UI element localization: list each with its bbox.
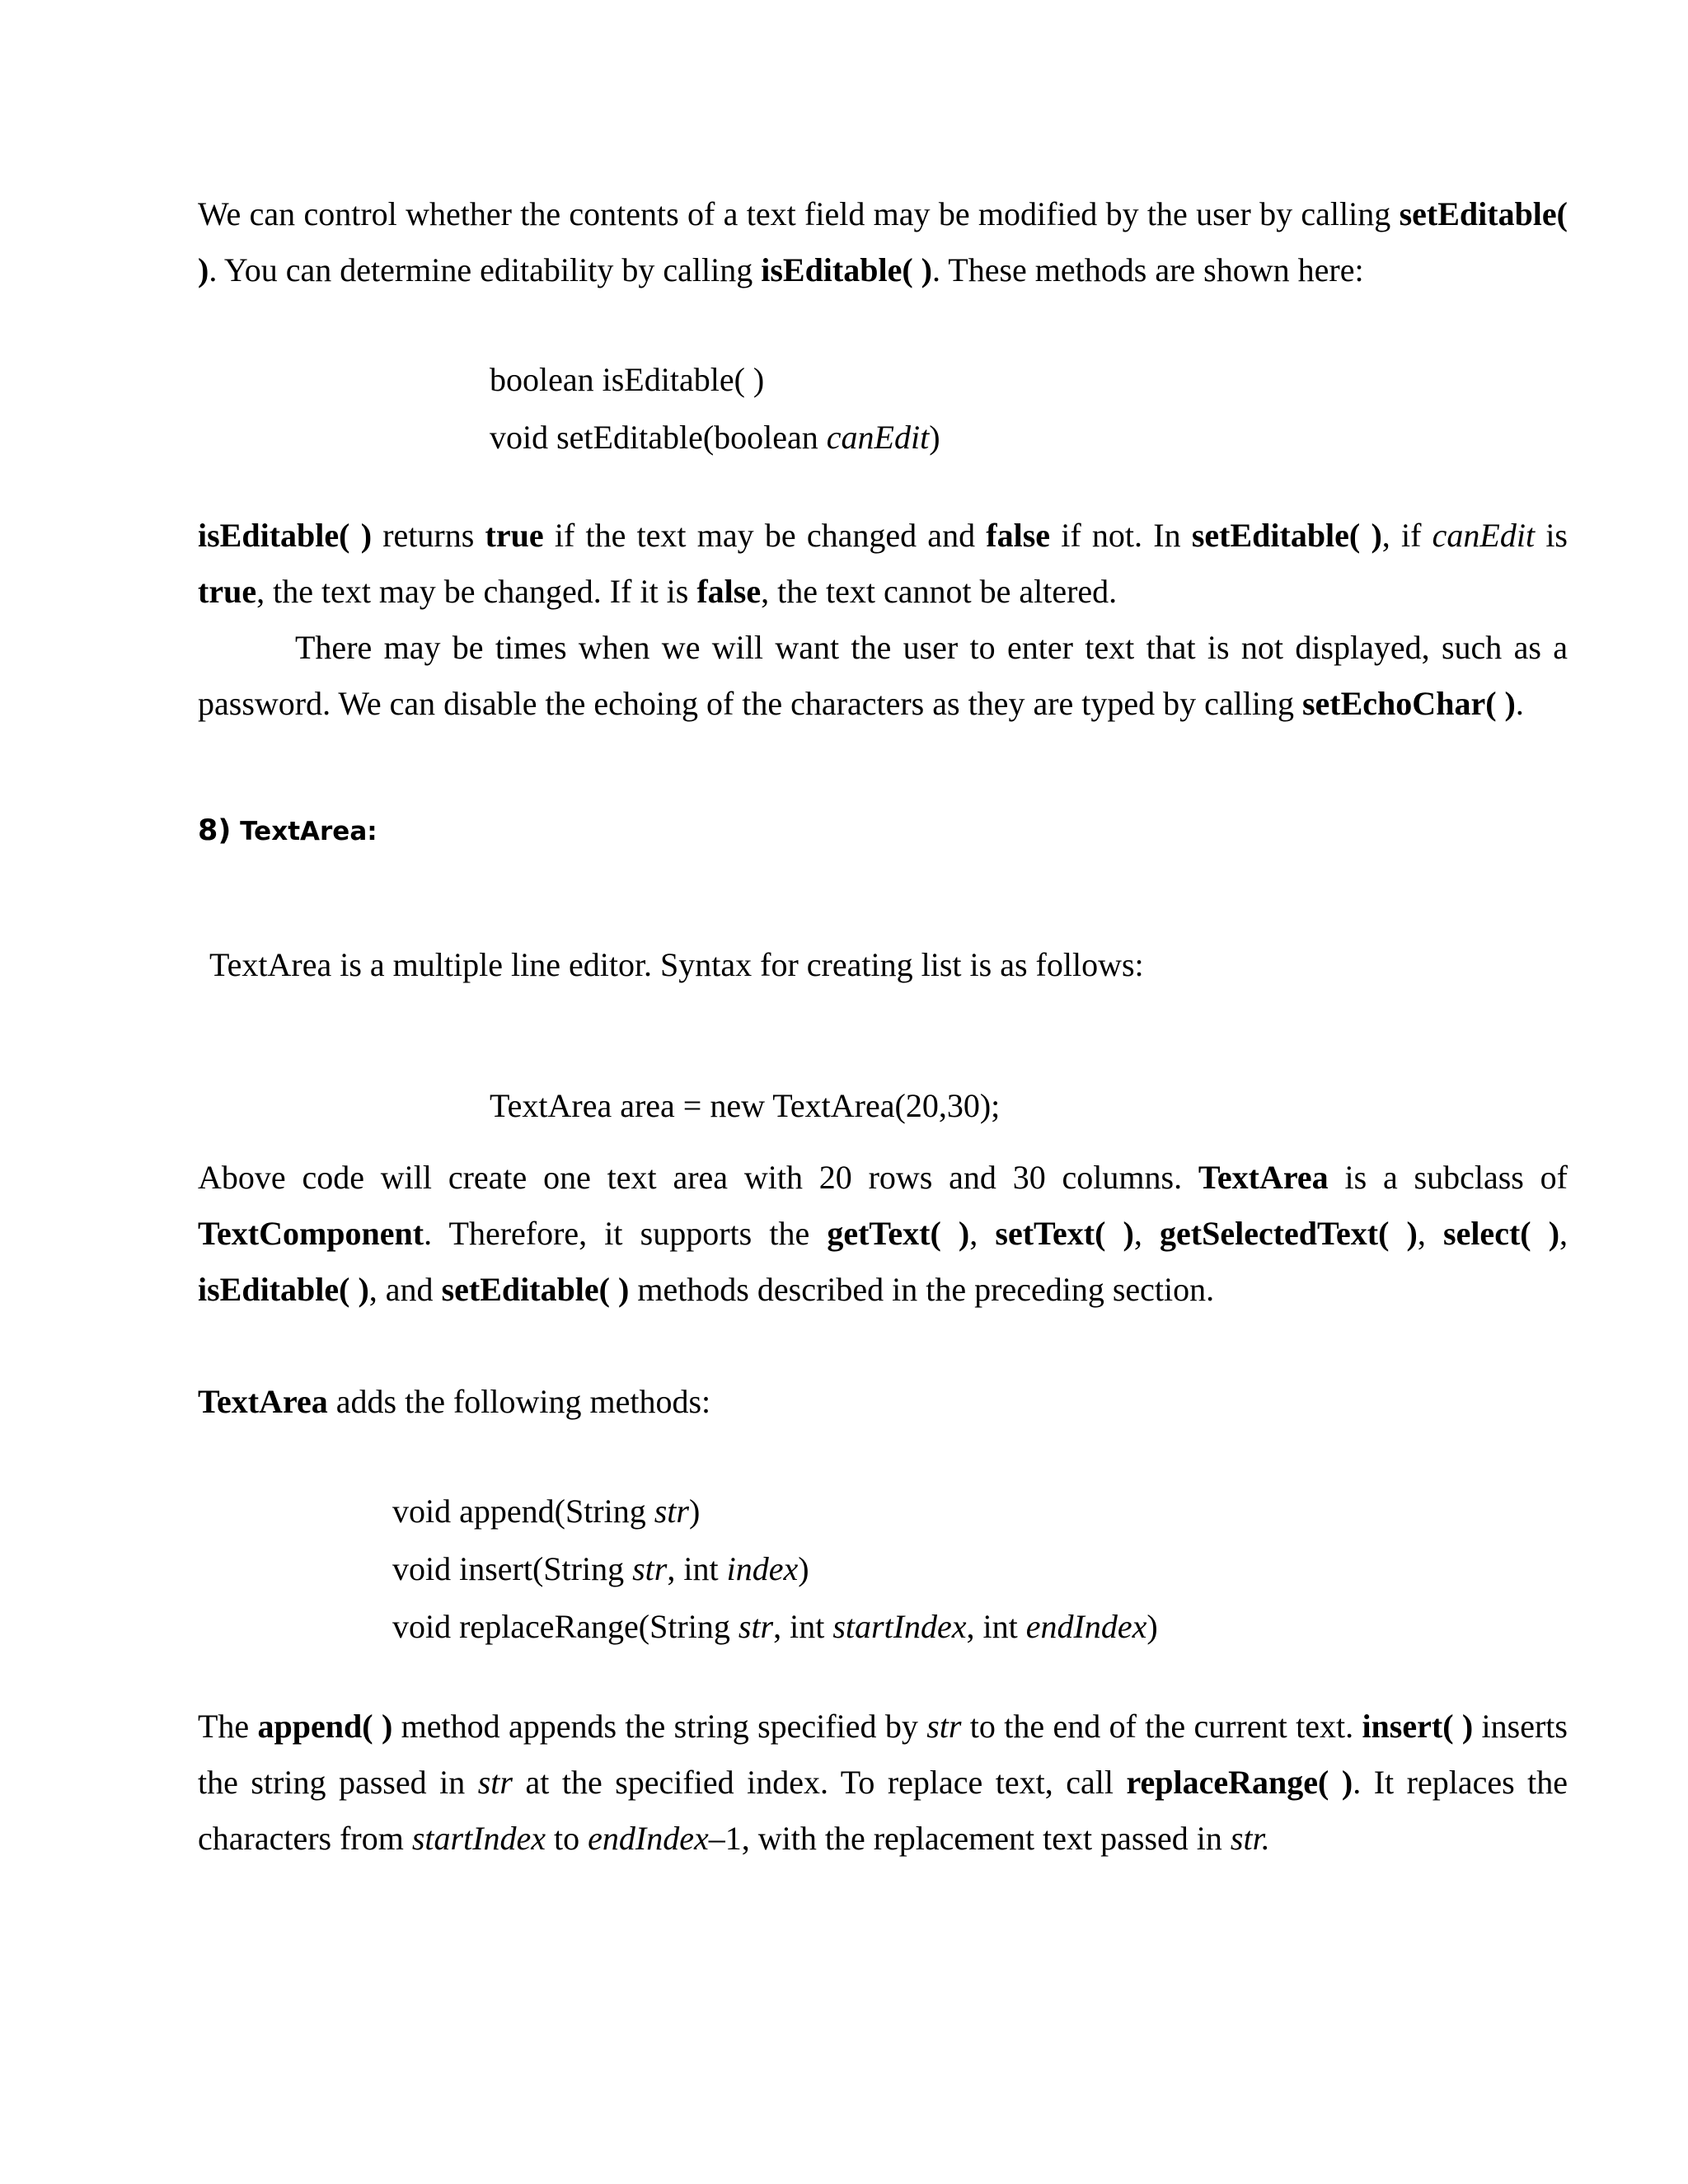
text: , the text may be changed. If it is — [256, 573, 697, 610]
method-name: setEditable( ) — [441, 1271, 630, 1308]
text: if not. In — [1050, 517, 1192, 554]
method-name: insert( ) — [1362, 1708, 1474, 1745]
section-title: TextArea: — [240, 817, 377, 846]
text: . — [1515, 685, 1524, 722]
section-heading-textarea — [198, 814, 1568, 848]
code-text: TextArea area = new TextArea(20,30); — [490, 1087, 1001, 1124]
paragraph-textarea-subclass — [198, 1150, 1568, 1318]
text: There may be times when we will want the user to enter text that is not displayed, such as a password. We can disable the echoing of the characters as they are typed by calling — [198, 629, 1568, 722]
text: to the end of the current text. — [961, 1708, 1362, 1745]
code-param: endIndex — [1025, 1608, 1147, 1645]
text: returns — [372, 517, 485, 554]
code-block-editable — [490, 351, 1568, 466]
method-name: append( ) — [257, 1708, 393, 1745]
method-name: isEditable( ) — [761, 251, 932, 288]
code-text: void setEditable(boolean — [490, 419, 827, 456]
code-line — [490, 351, 1568, 409]
paragraph-editable-explained — [198, 508, 1568, 620]
code-param: str — [654, 1493, 689, 1530]
code-text: , int — [667, 1550, 727, 1587]
code-param: startIndex — [832, 1608, 967, 1645]
method-name: setEditable( ) — [198, 195, 1568, 288]
text: methods described in the preceding section. — [629, 1271, 1215, 1308]
code-text: , int — [773, 1608, 833, 1645]
method-name: setEditable( ) — [1191, 517, 1382, 554]
code-text: ) — [1146, 1608, 1158, 1645]
text: if the text may be changed and — [543, 517, 987, 554]
method-name: setEchoChar( ) — [1301, 685, 1516, 722]
text: –1, with the replacement text passed in — [708, 1820, 1231, 1857]
code-param: index — [726, 1550, 799, 1587]
paragraph-textarea-adds — [198, 1374, 1568, 1430]
text: The — [198, 1708, 258, 1745]
method-name: getText( ) — [827, 1215, 970, 1252]
text: TextArea is a multiple line editor. Syntax for creating list is as follows: — [209, 946, 1144, 983]
param-name: canEdit — [1432, 517, 1536, 554]
paragraph-editable-intro — [198, 186, 1568, 298]
text: We can control whether the contents of a text field may be modified by the user by calling — [198, 195, 1400, 232]
paragraph-textarea-methods-explained — [198, 1699, 1568, 1867]
method-name: getSelectedText( ) — [1160, 1215, 1418, 1252]
code-text: boolean isEditable( ) — [490, 361, 765, 398]
param-name: endIndex — [588, 1820, 709, 1857]
text: , — [1559, 1215, 1568, 1252]
param-name: str. — [1230, 1820, 1270, 1857]
code-block-textarea-methods — [392, 1483, 1568, 1656]
keyword: true — [198, 573, 257, 610]
text: , the text cannot be altered. — [761, 573, 1118, 610]
text: , if — [1381, 517, 1432, 554]
method-name: setText( ) — [995, 1215, 1134, 1252]
code-param: str — [738, 1608, 774, 1645]
text: to — [546, 1820, 588, 1857]
section-number: 8) — [198, 814, 232, 847]
text: inserts the string passed in — [198, 1708, 1568, 1801]
text: method appends the string specified by — [392, 1708, 927, 1745]
code-line — [392, 1598, 1568, 1656]
text: , — [969, 1215, 996, 1252]
keyword: true — [485, 517, 544, 554]
code-text: , int — [966, 1608, 1026, 1645]
code-line — [490, 1077, 1568, 1135]
document-page — [198, 186, 1568, 1867]
param-name: str — [477, 1764, 513, 1801]
text: , and — [368, 1271, 442, 1308]
text: . These methods are shown here: — [932, 251, 1364, 288]
method-name: isEditable( ) — [198, 1271, 369, 1308]
code-block-textarea-constructor — [490, 1077, 1568, 1135]
code-text: void insert(String — [392, 1550, 633, 1587]
code-text: ) — [798, 1550, 809, 1587]
text: is a subclass of — [1328, 1159, 1568, 1196]
text: adds the following methods: — [327, 1383, 711, 1420]
code-param: str — [632, 1550, 668, 1587]
paragraph-echo-char — [198, 620, 1568, 732]
method-name: isEditable( ) — [198, 517, 373, 554]
text: . It replaces the characters from — [198, 1764, 1568, 1857]
code-text: void replaceRange(String — [392, 1608, 738, 1645]
keyword: false — [986, 517, 1051, 554]
code-text: ) — [929, 419, 940, 456]
text: , — [1133, 1215, 1160, 1252]
param-name: startIndex — [411, 1820, 546, 1857]
class-name: TextComponent — [198, 1215, 424, 1252]
code-line — [392, 1483, 1568, 1540]
text: is — [1535, 517, 1568, 554]
text: , — [1417, 1215, 1443, 1252]
code-line — [490, 409, 1568, 466]
class-name: TextArea — [198, 1383, 328, 1420]
param-name: str — [926, 1708, 962, 1745]
paragraph-textarea-intro — [209, 937, 1568, 993]
text: at the specified index. To replace text, call — [512, 1764, 1127, 1801]
code-line — [392, 1540, 1568, 1598]
method-name: select( ) — [1443, 1215, 1560, 1252]
code-param: canEdit — [826, 419, 930, 456]
method-name: replaceRange( ) — [1126, 1764, 1353, 1801]
text: Above code will create one text area with 20 rows and 30 columns. — [198, 1159, 1198, 1196]
class-name: TextArea — [1198, 1159, 1329, 1196]
text: . You can determine editability by calling — [209, 251, 762, 288]
keyword: false — [696, 573, 762, 610]
code-text: ) — [688, 1493, 701, 1530]
code-text: void append(String — [392, 1493, 654, 1530]
text: . Therefore, it supports the — [424, 1215, 828, 1252]
